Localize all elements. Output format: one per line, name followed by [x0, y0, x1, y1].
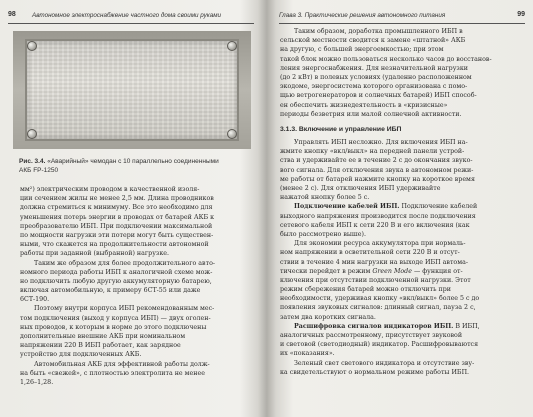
- text-line: режим сбережения батарей можно отключить при: [280, 286, 451, 294]
- figure-caption-line2: АКБ FP-1250: [19, 167, 59, 174]
- text-line: Таким же образом для более продолжительного авто-: [34, 259, 215, 267]
- text-line: Зеленый свет светового индикатора и отсутствие зву-: [294, 359, 475, 367]
- text-line: работы при заданной (выбранной) нагрузке.: [20, 250, 170, 258]
- text-line: по мощности нагрузки эти потери могут быть существен-: [20, 231, 214, 239]
- text-line: и световой (светодиодный) индикатор. Расшифровываются: [280, 341, 479, 349]
- figure-caption-label: Рис. 3.4.: [19, 158, 46, 165]
- right-body-text: [280, 27, 524, 377]
- text-line: щью ветрогенераторов и солнечных батарей) ИБП способ-: [280, 92, 477, 100]
- text-line: Для экономии ресурса аккумулятора при нормаль-: [294, 240, 466, 248]
- text-line: вого сигнала. Для отключения звука в автономном режи-: [280, 166, 474, 174]
- left-running-header: [8, 10, 254, 24]
- text-line: ен обеспечить жизнедеятельность в «кризисные»: [280, 101, 448, 109]
- text-line: Расшифровка сигналов индикаторов ИБП. В ИБП,: [294, 322, 480, 330]
- text-line: на другую, с большей энергоемкостью; при этом: [280, 46, 444, 54]
- text-line: ном напряжении в осветительной сети 220 В и отсут-: [280, 249, 460, 257]
- right-page-number: 99: [517, 11, 525, 18]
- corner-bolt-icon: [27, 41, 37, 51]
- corner-bolt-icon: [227, 129, 237, 139]
- text-line: том подключения (выход у корпуса ИБП) — двух оголен-: [20, 314, 211, 322]
- text-line: 6СТ-190.: [20, 296, 50, 304]
- text-line: преобразователю ИБП. При подключении максимальной: [20, 222, 213, 230]
- text-line: необходимости, удерживая кнопку «вкл/выкл» более 5 с до: [280, 295, 480, 303]
- text-line: Таким образом, доработка промышленного ИБП в: [294, 28, 463, 35]
- text-line: такой блок можно пользоваться несколько часов до восстанов-: [280, 55, 492, 63]
- case-panel: [25, 39, 239, 141]
- section-body: [280, 138, 524, 377]
- text-line: ции сечением жилы не менее 2,5 мм. Длина проводников: [20, 195, 214, 203]
- text-line: уменьшения потерь энергии в проводах от батарей АКБ к: [20, 213, 215, 221]
- text-line: устройство для подключенных АКБ.: [20, 351, 142, 359]
- right-running-head-text: Глава 3. Практические решения автономного питания: [279, 12, 446, 19]
- text-line: нажатой кнопку более 5 с.: [280, 194, 370, 202]
- text-line: Автомобильная АКБ для эффективной работы долж-: [34, 360, 210, 368]
- text-line: их «показания».: [280, 350, 335, 358]
- figure-caption: [19, 157, 247, 175]
- text-line: но подключить любую другую аккумуляторную батарею,: [20, 277, 212, 285]
- text-line: периоды безветрия или малой солнечной активности.: [280, 110, 462, 118]
- text-line: дополнительные внешние АКБ при номинальном: [20, 333, 186, 340]
- text-line: номного периода работы ИБП к аналогичной схеме мож-: [20, 268, 213, 276]
- left-page: [0, 0, 262, 417]
- text-line: Подключение кабелей ИБП. Подключение кабелей: [294, 203, 478, 211]
- text-line: тически перейдет в режим Green Mode — функция от-: [280, 267, 463, 275]
- text-line: напряжении 220 В ИБП работает, как зарядное: [20, 342, 181, 350]
- text-line: должна стремиться к минимуму. Все это необходимо для: [20, 204, 213, 212]
- text-line: ключения при отсутствии подключенной нагрузки. Этот: [280, 276, 471, 284]
- left-body-text: [20, 185, 252, 387]
- section-title: 3.1.3. Включение и управление ИБП: [280, 125, 402, 133]
- text-line: было рассмотрено выше).: [280, 230, 366, 238]
- text-line: экодоме, энергосистема которого организована с помо-: [280, 83, 468, 91]
- corner-bolt-icon: [27, 129, 37, 139]
- text-line: включая автомобильную, к примеру 6СТ-55 или даже: [20, 287, 201, 295]
- text-line: появления звуковых сигналов: длинный сигнал, пауза 2 с,: [280, 304, 476, 312]
- text-line: ных проводов, к которым в норме до этого подключены: [20, 323, 207, 331]
- corner-bolt-icon: [227, 41, 237, 51]
- left-page-number: 98: [8, 11, 16, 18]
- text-line: (менее 2 с). Для отключения ИБП удерживайте: [280, 185, 441, 193]
- text-line: на быть «свежей», с плотностью электролита не менее: [20, 369, 205, 377]
- text-line: ка свидетельствуют о нормальном режиме работы ИБП.: [280, 368, 470, 376]
- text-line: ления энергоснабжения. Для незначительной нагрузки: [280, 64, 468, 72]
- figure-photo-battery-case: [13, 31, 251, 149]
- left-running-head-text: Автономное электроснабжение частного дома своими руками: [32, 12, 222, 19]
- text-line: ме работы от батарей нажмите кнопку на короткое время: [280, 175, 475, 183]
- text-line: Управлять ИБП несложно. Для включения ИБП на-: [294, 139, 468, 147]
- text-line: мм²) электрическим проводом в качественной изоля-: [20, 186, 200, 193]
- text-line: Поэтому внутри корпуса ИБП рекомендованным мес-: [34, 305, 215, 313]
- text-line: ства и удерживайте ее в течение 2 с до окончания звуко-: [280, 157, 473, 165]
- intro-paragraph: [280, 27, 524, 119]
- text-line: затем два коротких сигнала.: [280, 313, 376, 321]
- text-line: жмите кнопку «вкл/выкл» на передней панели устрой-: [280, 148, 465, 156]
- right-page: [271, 0, 533, 417]
- text-line: ными, что скажется на продолжительности автономной: [20, 241, 209, 249]
- text-line: сетевого кабеля ИБП к сети 220 В и его включения (как: [280, 221, 470, 229]
- text-line: 1,26–1,28.: [20, 378, 54, 386]
- text-line: (до 2 кВт) в полевых условиях (удаленно расположенном: [280, 73, 472, 81]
- text-line: выходного напряжения производится после подключения: [280, 212, 476, 220]
- text-line: ствии в течение 4 мин нагрузки на выходе ИБП автома-: [280, 258, 468, 266]
- figure-caption-line1: «Аварийный» чемодан с 10 параллельно соединенными: [45, 158, 219, 165]
- text-line: сельской местности сводится к замене «штатной» АКБ: [280, 37, 466, 45]
- right-running-header: [279, 10, 525, 24]
- text-line: аналогичных рассмотренному, присутствует звуковой: [280, 332, 463, 340]
